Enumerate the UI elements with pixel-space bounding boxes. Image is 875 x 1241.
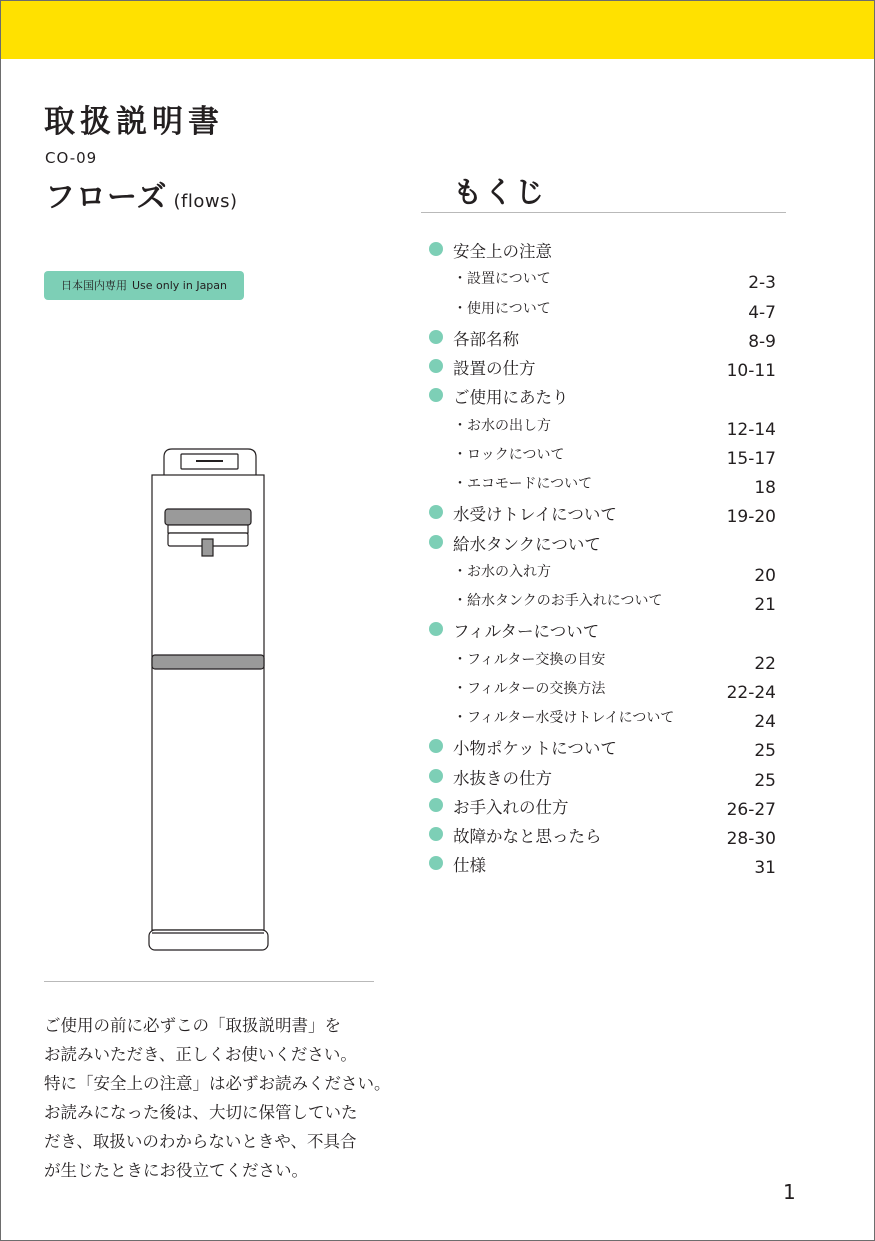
toc-item[interactable] [428, 469, 778, 498]
toc-label: 水受けトレイについて [453, 505, 617, 525]
toc-page: 26-27 [726, 799, 776, 820]
product-name-en: (flows) [173, 191, 238, 212]
toc-page: 31 [754, 858, 776, 879]
toc-page: 19-20 [726, 507, 776, 528]
toc-item[interactable] [428, 323, 778, 352]
bullet-icon [429, 622, 443, 636]
intro-line: が生じたときにお役立てください。 [44, 1161, 308, 1180]
water-dispenser-illustration [144, 445, 274, 955]
toc-label: ・お水の出し方 [453, 417, 551, 434]
toc-page: 15-17 [726, 448, 776, 469]
toc-item[interactable] [428, 849, 778, 878]
bullet-icon [429, 330, 443, 344]
toc-page: 25 [754, 770, 776, 791]
bullet-icon [429, 827, 443, 841]
toc-item[interactable] [428, 615, 778, 644]
bullet-icon [429, 856, 443, 870]
toc-page: 25 [754, 741, 776, 762]
toc-item[interactable] [428, 762, 778, 791]
intro-line: お読みいただき、正しくお使いください。 [44, 1045, 357, 1064]
toc-page: 12-14 [726, 419, 776, 440]
toc-page: 21 [754, 595, 776, 615]
toc-page: 2-3 [748, 273, 776, 294]
toc-heading: もくじ [453, 175, 547, 209]
table-of-contents [428, 235, 778, 879]
toc-item[interactable] [428, 235, 778, 264]
toc-page: 24 [754, 712, 776, 732]
toc-divider [421, 212, 786, 213]
toc-item[interactable] [428, 586, 778, 615]
toc-page: 28-30 [726, 829, 776, 849]
toc-label: 安全上の注意 [453, 242, 552, 261]
intro-line: ご使用の前に必ずこの「取扱説明書」を [44, 1016, 341, 1035]
toc-label: ・フィルター交換の目安 [453, 651, 606, 668]
toc-label: 故障かなと思ったら [453, 827, 602, 846]
toc-label: 水抜きの仕方 [453, 768, 552, 788]
toc-item[interactable] [428, 645, 778, 674]
product-name-jp: フローズ [45, 180, 168, 215]
bullet-icon [429, 242, 443, 256]
toc-page: 10-11 [726, 361, 776, 381]
toc-label: ・フィルター水受けトレイについて [453, 710, 675, 726]
toc-label: お手入れの仕方 [453, 797, 569, 817]
toc-item[interactable] [428, 732, 778, 761]
toc-item[interactable] [428, 674, 778, 703]
intro-line: お読みになった後は、大切に保管していた [44, 1103, 358, 1122]
bullet-icon [429, 535, 443, 549]
toc-label: ・給水タンクのお手入れについて [453, 593, 663, 609]
toc-label: ・フィルターの交換方法 [453, 680, 606, 697]
bullet-icon [429, 739, 443, 753]
toc-item[interactable] [428, 528, 778, 557]
toc-item[interactable] [428, 381, 778, 410]
toc-page: 22 [754, 653, 776, 674]
toc-item[interactable] [428, 557, 778, 586]
toc-item[interactable] [428, 440, 778, 469]
page-number: 1 [783, 1180, 796, 1204]
japan-only-badge [44, 271, 244, 300]
toc-page: 18 [754, 478, 776, 498]
toc-item[interactable] [428, 791, 778, 820]
intro-line: 特に「安全上の注意」は必ずお読みください。 [44, 1074, 391, 1093]
toc-page: 22-24 [726, 682, 776, 703]
intro-text [44, 1011, 391, 1185]
toc-label: ・使用について [453, 300, 551, 317]
toc-item[interactable] [428, 703, 778, 732]
product-name [45, 172, 238, 216]
toc-label: フィルターについて [453, 622, 600, 642]
model-code: CO-09 [45, 149, 98, 167]
bullet-icon [429, 388, 443, 402]
intro-line: だき、取扱いのわからないときや、不具合 [44, 1132, 357, 1151]
toc-item[interactable] [428, 264, 778, 293]
toc-item[interactable] [428, 498, 778, 527]
document-title: 取扱説明書 [44, 104, 224, 140]
bullet-icon [429, 769, 443, 783]
toc-label: 各部名称 [453, 329, 519, 349]
toc-label: ・設置について [453, 271, 551, 288]
badge-en: Use only in Japan [131, 279, 227, 292]
toc-label: ご使用にあたり [453, 388, 569, 408]
bullet-icon [429, 798, 443, 812]
toc-label: 小物ポケットについて [453, 739, 617, 759]
toc-label: 仕様 [453, 856, 486, 876]
toc-item[interactable] [428, 352, 778, 381]
toc-label: ・エコモードについて [453, 476, 593, 492]
left-divider [44, 981, 374, 982]
toc-label: ・ロックについて [453, 446, 565, 463]
toc-page: 8-9 [748, 331, 776, 352]
toc-label: ・お水の入れ方 [453, 563, 551, 580]
toc-page: 20 [754, 565, 776, 586]
toc-item[interactable] [428, 820, 778, 849]
toc-item[interactable] [428, 411, 778, 440]
toc-page: 4-7 [748, 302, 776, 323]
top-color-band [1, 1, 874, 59]
toc-item[interactable] [428, 294, 778, 323]
badge-jp: 日本国内専用 [60, 279, 127, 292]
bullet-icon [429, 505, 443, 519]
toc-label: 給水タンクについて [453, 534, 601, 554]
bullet-icon [429, 359, 443, 373]
toc-label: 設置の仕方 [453, 359, 536, 378]
